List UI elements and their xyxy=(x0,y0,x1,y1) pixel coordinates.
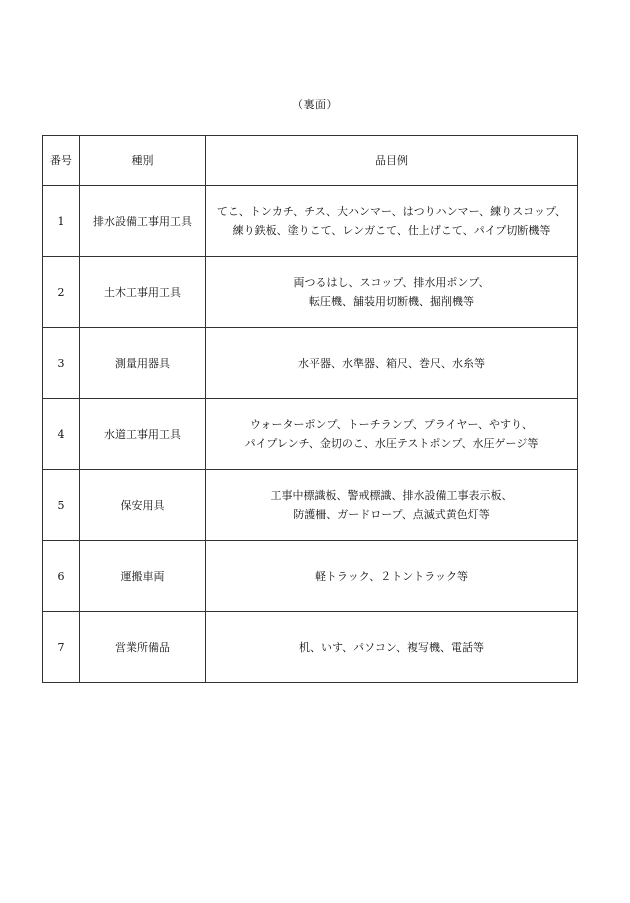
header-number: 番号 xyxy=(43,136,80,186)
row-items xyxy=(206,257,578,328)
item-line: 水平器、水準器、箱尺、巻尺、水糸等 xyxy=(298,356,485,370)
row-number: 2 xyxy=(43,257,80,328)
table-header-row xyxy=(43,136,578,186)
row-kind: 保安用具 xyxy=(80,470,206,541)
row-items xyxy=(206,186,578,257)
row-items xyxy=(206,399,578,470)
row-number: 7 xyxy=(43,612,80,683)
header-kind: 種別 xyxy=(80,136,206,186)
row-items xyxy=(206,541,578,612)
table-row xyxy=(43,541,578,612)
header-items: 品目例 xyxy=(206,136,578,186)
row-number: 3 xyxy=(43,328,80,399)
item-line: 工事中標識板、警戒標識、排水設備工事表示板、 xyxy=(270,489,513,502)
row-kind: 営業所備品 xyxy=(80,612,206,683)
row-kind: 測量用器具 xyxy=(80,328,206,399)
item-line: てこ、トンカチ、チス、大ハンマー、はつりハンマー、練りスコップ、 xyxy=(216,205,567,218)
row-items xyxy=(206,470,578,541)
item-line: パイプレンチ、金切のこ、水圧テストポンプ、水圧ゲージ等 xyxy=(244,437,539,450)
item-line: 防護柵、ガードロープ、点滅式黄色灯等 xyxy=(293,508,490,521)
item-line: 軽トラック、２トントラック等 xyxy=(314,569,469,583)
row-number: 4 xyxy=(43,399,80,470)
row-number: 5 xyxy=(43,470,80,541)
row-number: 6 xyxy=(43,541,80,612)
item-line: ウォーターポンプ、トーチランプ、プライヤー、やすり、 xyxy=(249,418,534,431)
table-row xyxy=(43,186,578,257)
row-number: 1 xyxy=(43,186,80,257)
table-row xyxy=(43,612,578,683)
page-heading: （裏面） xyxy=(292,98,338,111)
item-line: 机、いす、パソコン、複写機、電話等 xyxy=(298,640,485,654)
table-row xyxy=(43,328,578,399)
row-items xyxy=(206,328,578,399)
row-kind: 運搬車両 xyxy=(80,541,206,612)
row-kind: 土木工事用工具 xyxy=(80,257,206,328)
row-items xyxy=(206,612,578,683)
row-kind: 排水設備工事用工具 xyxy=(80,186,206,257)
item-line: 両つるはし、スコップ、排水用ポンプ、 xyxy=(293,276,490,289)
row-kind: 水道工事用工具 xyxy=(80,399,206,470)
table-row xyxy=(43,257,578,328)
table-row xyxy=(43,399,578,470)
item-line: 練り鉄板、塗りこて、レンガこて、仕上げこて、パイプ切断機等 xyxy=(232,224,551,237)
item-line: 転圧機、舗装用切断機、掘削機等 xyxy=(309,295,474,308)
tools-table xyxy=(42,135,578,683)
table-row xyxy=(43,470,578,541)
